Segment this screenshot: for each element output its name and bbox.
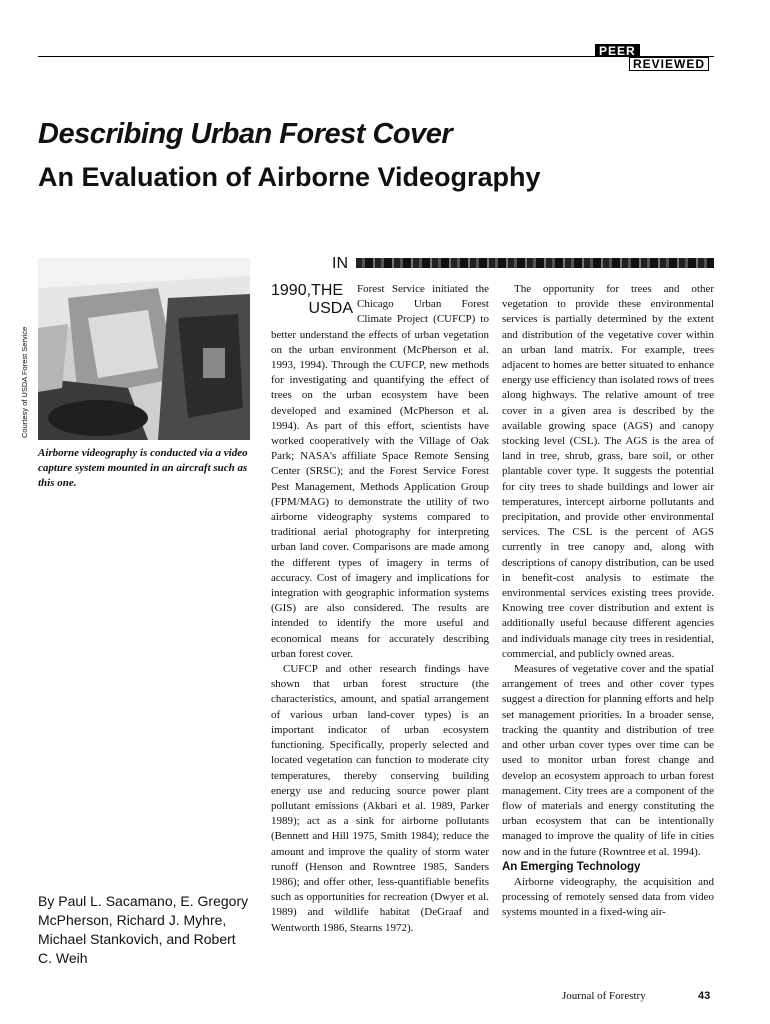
peer-label: PEER xyxy=(595,44,640,57)
author-byline: By Paul L. Sacamano, E. Gregory McPherson, Richard J. Myhre, Michael Stankovich, and Robert C. Weih xyxy=(38,893,249,966)
lead-in-line-2: USDA xyxy=(308,300,353,317)
aircraft-photo-graphic xyxy=(38,258,250,440)
journal-name: Journal of Forestry xyxy=(562,990,646,1002)
paragraph: CUFCP and other research findings have shown that urban forest structure (the characteristics, amount, and spatial arrangement of various urban land-cover types) is an important indicator of urban ecosystem functioning. Specifically, properly selected and located vegetation can function to moderate city temperatures, thereby conserving building energy use and reducing source power plant pollutant emissions (Akbari et al. 1989, Parker 1989); act as a sink for airborne pollutants (Bennett and Hill 1975, Smith 1984); reduce the amount and improve the quality of storm water runoff (Henson and Rowntree 1985, Sanders 1986); and offer other, less-quantifiable benefits such as opportunities for recreation (Dwyer et al. 1989) and wildlife habitat (DeGraaf and Wentworth 1986, Stearns 1972). xyxy=(271,663,489,934)
decorative-bar xyxy=(356,258,714,268)
paragraph: Measures of vegetative cover and the spatial arrangement of trees and other cover types suggest a direction for planning efforts and help set management priorities. In a broader sense, tracking the quantity and distribution of tree and other urban cover types over time can be used to monitor urban forest change and develop an ecosystem approach to urban forest management. City trees are a component of the flow of materials and energy constituting the urban ecosystem that can be intentionally managed to improve the quality of life in cities now and in the future (Rowntree et al. 1994). xyxy=(502,663,714,858)
body-column-1 xyxy=(271,282,489,936)
paragraph: Forest Service initiated the Chicago Urban Forest Climate Project (CUFCP) to better understand the effects of urban vegetation on the urban environment (McPherson et al. 1993, 1994). Through the CUFCP, new methods for investigating and quantifying the effect of trees on the urban ecosystem have been developed and examined (McPherson et al. 1994). As part of this effort, scientists have worked cooperatively with the Village of Oak Park; NASA's affiliate Space Remote Sensing Center (SRSC); and the Forest Service Forest Pest Management, Methods Application Group (FPM/MAG) to demonstrate the utility of two airborne videography systems compared to traditional aerial photography for interpreting urban land cover. Comparisons are made among the different types of imagery in terms of accuracy. Cost of imagery and implications for integration with geographic information systems (GIS) are also considered. The results are intended to identify the more useful and economical means for accurately describing urban forest cover. xyxy=(271,283,489,660)
lead-in xyxy=(271,282,353,318)
article-title: Describing Urban Forest Cover xyxy=(38,118,453,150)
paragraph: The opportunity for trees and other vegetation to provide these environmental services is partially determined by the extent and distribution of the vegetative cover within an urban land matrix. For example, trees adjacent to homes are better situated to enhance energy use efficiency than isolated rows of trees along highways. The relative amount of tree cover in a given area is described by the available growing space (AGS) and canopy stocking level (CSL). The AGS is the area of land in tree, shrub, grass, bare soil, or other plantable cover type. It suggests the potential for city trees to shade buildings and lower air temperatures, intercept airborne pollutants and precipitation, and provide other environmental services. The CSL is the percent of AGS currently in tree canopy and, along with descriptions of canopy distribution, can be used in benefit-cost analysis to estimate the environmental services existing trees provide. Knowing tree cover distribution and extent is additionally useful because different agencies and individuals manage city trees in residential, commercial, and publicly owned areas. xyxy=(502,283,714,660)
dropcap-in: IN xyxy=(332,255,348,272)
reviewed-label: REVIEWED xyxy=(629,57,709,71)
photo-caption: Airborne videography is conducted via a video capture system mounted in an aircraft such as this one. xyxy=(38,447,248,489)
peer-reviewed-badge xyxy=(595,44,709,71)
lead-in-line-1: 1990,THE xyxy=(271,282,344,299)
page-number: 43 xyxy=(698,990,711,1002)
section-heading: An Emerging Technology xyxy=(502,860,641,873)
paragraph: Airborne videography, the acquisition and processing of remotely sensed data from video systems mounted in a fixed-wing air- xyxy=(502,875,714,919)
article-subtitle: An Evaluation of Airborne Videography xyxy=(38,162,541,192)
aircraft-photo xyxy=(38,258,250,440)
body-column-2 xyxy=(502,282,714,921)
